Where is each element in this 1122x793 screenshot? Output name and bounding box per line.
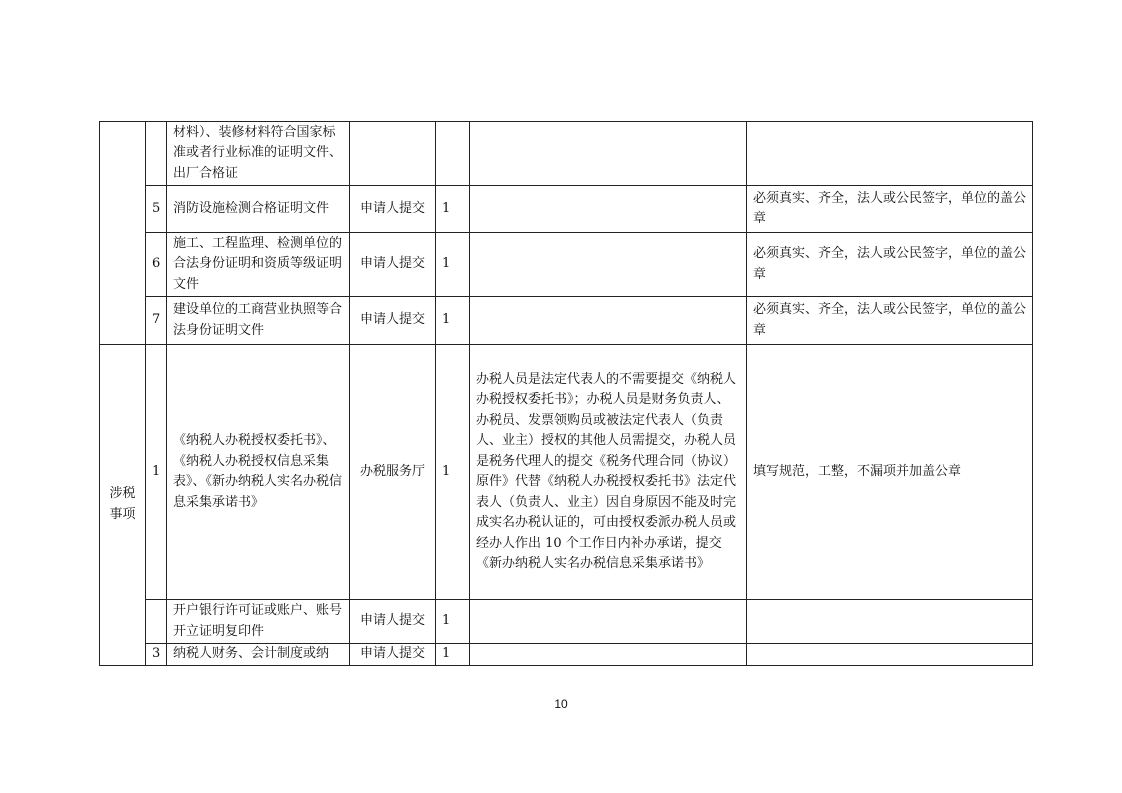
table-row <box>100 297 1033 345</box>
material-requirement <box>747 644 1033 666</box>
material-count: 1 <box>436 345 470 600</box>
row-number <box>146 600 167 644</box>
material-requirement: 必须真实、齐全，法人或公民签字，单位的盖公章 <box>747 297 1033 345</box>
material-count: 1 <box>436 297 470 345</box>
material-name: 建设单位的工商营业执照等合法身份证明文件 <box>167 297 350 345</box>
material-source: 办税服务厅 <box>350 345 436 600</box>
material-count: 1 <box>436 644 470 666</box>
row-number: 1 <box>146 345 167 600</box>
material-note <box>470 600 747 644</box>
material-count: 1 <box>436 600 470 644</box>
material-requirement <box>747 600 1033 644</box>
material-source <box>350 122 436 186</box>
row-number: 6 <box>146 233 167 297</box>
requirements-table <box>99 121 1033 666</box>
category-cell: 涉税事项 <box>100 345 146 666</box>
material-requirement: 必须真实、齐全，法人或公民签字，单位的盖公章 <box>747 186 1033 233</box>
table-row <box>100 233 1033 297</box>
material-note <box>470 122 747 186</box>
material-count: 1 <box>436 186 470 233</box>
material-count: 1 <box>436 233 470 297</box>
row-number: 7 <box>146 297 167 345</box>
row-number: 3 <box>146 644 167 666</box>
material-requirement: 必须真实、齐全，法人或公民签字，单位的盖公章 <box>747 233 1033 297</box>
material-name: 开户银行许可证或账户、账号开立证明复印件 <box>167 600 350 644</box>
page-number: 10 <box>554 697 568 711</box>
material-note <box>470 186 747 233</box>
material-name: 纳税人财务、会计制度或纳 <box>167 644 350 666</box>
material-count <box>436 122 470 186</box>
material-source: 申请人提交 <box>350 186 436 233</box>
material-source: 申请人提交 <box>350 297 436 345</box>
material-source: 申请人提交 <box>350 600 436 644</box>
material-note <box>470 644 747 666</box>
row-number: 5 <box>146 186 167 233</box>
table-row <box>100 345 1033 600</box>
table-row <box>100 186 1033 233</box>
material-note <box>470 297 747 345</box>
material-name: 消防设施检测合格证明文件 <box>167 186 350 233</box>
table-row <box>100 600 1033 644</box>
material-note <box>470 233 747 297</box>
material-name: 施工、工程监理、检测单位的合法身份证明和资质等级证明文件 <box>167 233 350 297</box>
material-name: 材料）、装修材料符合国家标准或者行业标准的证明文件、出厂合格证 <box>167 122 350 186</box>
row-number <box>146 122 167 186</box>
table-row <box>100 122 1033 186</box>
material-note: 办税人员是法定代表人的不需要提交《纳税人办税授权委托书》；办税人员是财务负责人、办税员、发票领购员或被法定代表人（负责人、业主）授权的其他人员需提交，办税人员是税务代理人的提交《税务代理合同（协议）原件》代替《纳税人办税授权委托书》法定代表人（负责人、业主）因自身原因不能及时完成实名办税认证的，可由授权委派办税人员或经办人作出 10 个工作日内补办承诺，提交《新办纳税人实名办税信息采集承诺书》 <box>470 345 747 600</box>
material-source: 申请人提交 <box>350 233 436 297</box>
category-cell <box>100 122 146 345</box>
material-requirement <box>747 122 1033 186</box>
material-requirement: 填写规范，工整，不漏项并加盖公章 <box>747 345 1033 600</box>
table-row <box>100 644 1033 666</box>
material-name: 《纳税人办税授权委托书》、《纳税人办税授权信息采集表》、《新办纳税人实名办税信息采集承诺书》 <box>167 345 350 600</box>
material-source: 申请人提交 <box>350 644 436 666</box>
